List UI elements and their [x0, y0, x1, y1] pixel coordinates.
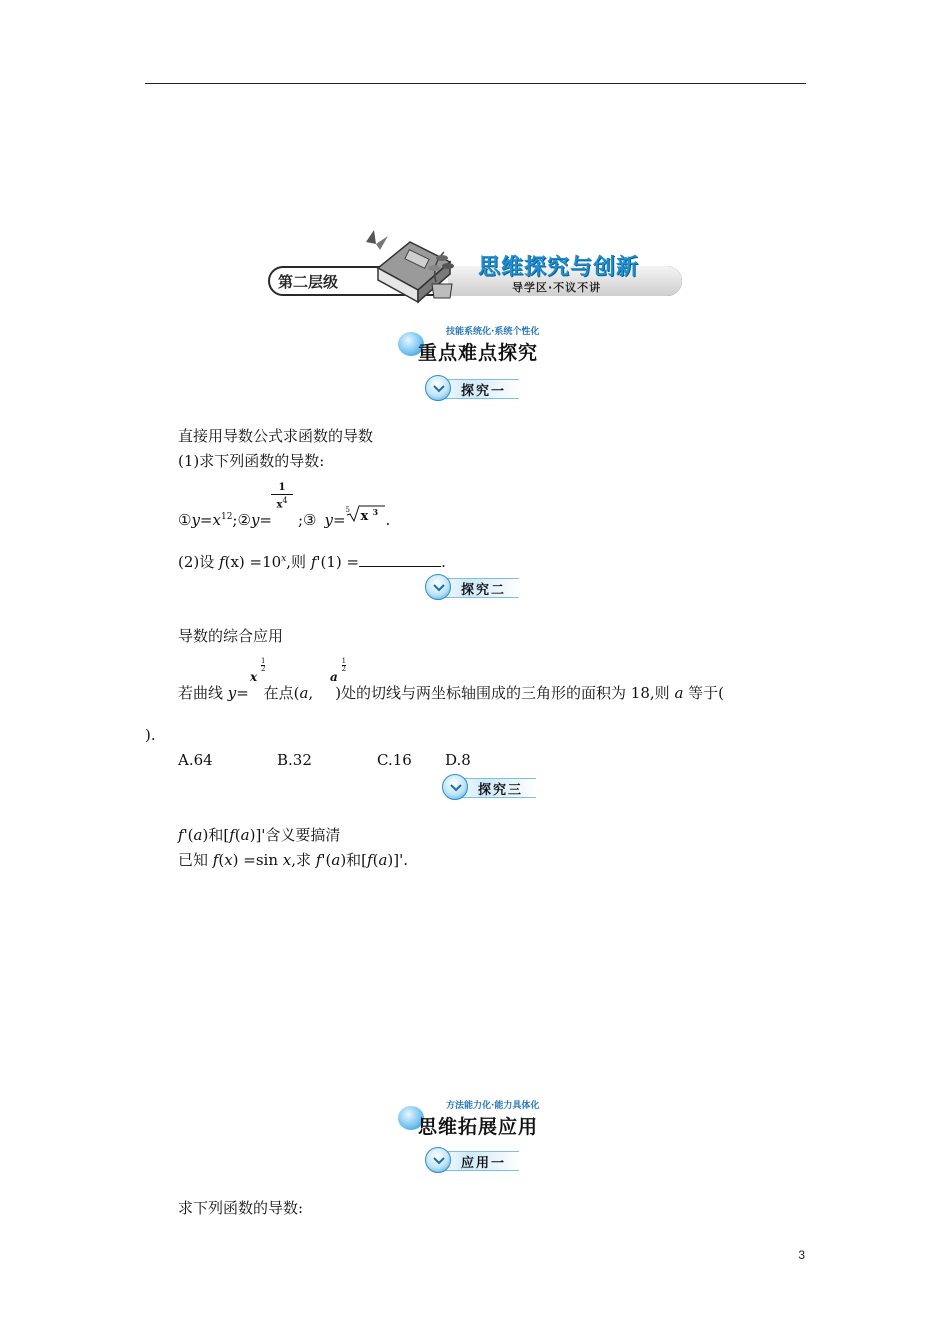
section-title: 重点难点探究 — [418, 342, 539, 364]
chevron-down-icon — [432, 381, 446, 395]
pill-label: 应用一 — [461, 1156, 507, 1171]
fraction-denominator: $x^4$ — [276, 496, 288, 511]
explore1-q1: (1)求下列函数的导数: — [178, 452, 325, 470]
banner-title: 思维探究与创新 — [478, 255, 640, 280]
tab-apply-1 — [425, 1146, 519, 1174]
explore2-question: 若曲线 y= 在点(a, )处的切线与两坐标轴围成的三角形的面积为 18,则 a 等于( — [178, 684, 725, 702]
section-header-extension — [398, 1096, 568, 1138]
option-b: B.32 — [277, 751, 312, 769]
circled-3: ③ — [303, 511, 317, 529]
header-rule — [145, 83, 806, 84]
explore1-items: $①y=x^{12};②y=$ ;③ y= 5 x 3 . — [178, 506, 391, 529]
fifth-root-x3: 5 x 3 — [346, 509, 386, 525]
pill-label: 探究二 — [461, 583, 507, 598]
explore2-question-tail: ). — [145, 726, 156, 744]
tab-explore-2 — [425, 573, 519, 601]
answer-blank — [359, 553, 441, 567]
option-a: A.64 — [178, 751, 213, 769]
banner-level-label: 第二层级 — [278, 273, 339, 291]
book-plant-icon — [358, 228, 468, 310]
tab-explore-1 — [425, 374, 519, 402]
explore3-heading: f'(a)和[f(a)]'含义要搞清 — [178, 826, 341, 844]
apply1-heading: 求下列函数的导数: — [178, 1199, 304, 1217]
page-number: 3 — [798, 1248, 805, 1262]
tab-explore-3 — [442, 773, 536, 801]
chevron-down-icon — [449, 780, 463, 794]
section-caption: 方法能力化·能力具体化 — [446, 1101, 540, 1111]
chevron-down-icon — [432, 580, 446, 594]
explore1-q2: (2)设 $f(x) =10^x$,则 f'(1) = . — [178, 553, 446, 571]
section-header-key-points — [398, 322, 568, 364]
section-caption: 技能系统化·系统个性化 — [446, 327, 540, 337]
power-x-half: x $\frac{1}{2}$ — [250, 657, 266, 684]
explore2-heading: 导数的综合应用 — [178, 627, 284, 645]
chevron-down-icon — [432, 1153, 446, 1167]
circled-1: ① — [178, 511, 192, 529]
option-c: C.16 — [377, 751, 412, 769]
banner-subtitle: 导学区·不议不讲 — [512, 281, 602, 294]
section-title: 思维拓展应用 — [418, 1116, 539, 1138]
option-d: D.8 — [445, 751, 471, 769]
power-a-half: a $\frac{1}{2}$ — [330, 657, 347, 684]
circled-2: ② — [237, 511, 251, 529]
pill-label: 探究一 — [461, 384, 507, 399]
level-banner — [268, 222, 684, 308]
fraction-1-over-x4 — [267, 482, 297, 510]
explore3-question: 已知 f(x) =sin x,求 f'(a)和[f(a)]'. — [178, 851, 409, 869]
pill-label: 探究三 — [478, 783, 524, 798]
explore1-heading: 直接用导数公式求函数的导数 — [178, 427, 374, 445]
fraction-numerator: 1 — [278, 482, 286, 493]
